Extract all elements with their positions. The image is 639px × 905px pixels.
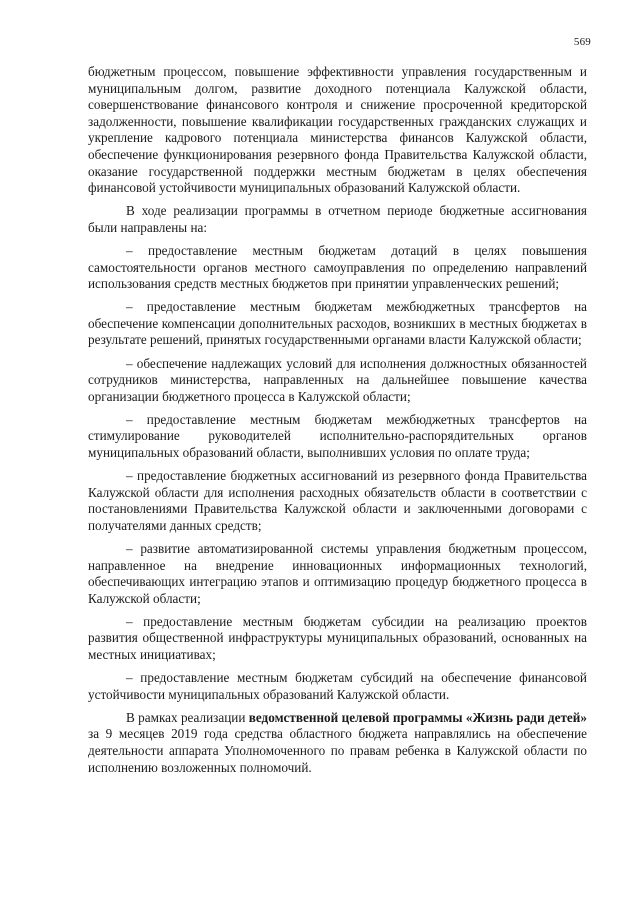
paragraph-lead-text: В рамках реализации <box>126 709 249 725</box>
list-item-compensation-transfers: – предоставление местным бюджетам межбюджетных трансфертов на обеспечение компенсации дополнительных расходов, возникших в местных бюджетах в результате решений, принятых государственными органами власти Калужской области; <box>88 299 587 348</box>
list-item-reserve-fund: – предоставление бюджетных ассигнований из резервного фонда Правительства Калужской области для исполнения расходных обязательств области в соответствии с постановлениями Правительства Калужской области и заключенными договорами с получателями данных средств; <box>88 468 587 533</box>
list-item-financial-stability: – предоставление местным бюджетам субсидий на обеспечение финансовой устойчивости муниципальных образований Калужской области. <box>88 670 587 702</box>
paragraph-program-children <box>88 710 587 776</box>
program-title-bold: ведомственной целевой программы «Жизнь ради детей» <box>248 709 587 725</box>
paragraph-rest-text: за 9 месяцев 2019 года средства областного бюджета направлялись на обеспечение деятельности аппарата Уполномоченного по правам ребенка в Калужской области по исполнению возложенных полномочий. <box>88 726 587 775</box>
list-item-subsidies-autonomy: – предоставление местным бюджетам дотаций в целях повышения самостоятельности органов местного самоуправления по определению направлений использования средств местных бюджетов при принятии управленческих решений; <box>88 242 587 292</box>
paragraph-intro: В ходе реализации программы в отчетном периоде бюджетные ассигнования были направлены на: <box>88 203 587 235</box>
paragraph-continuation: бюджетным процессом, повышение эффективности управления государственным и муниципальным долгом, развитие доходного потенциала Калужской области, совершенствование финансового контроля и снижение просроченной кредиторской задолженности, повышение квалификации государственных гражданских служащих и укрепление кадрового потенциала министерства финансов Калужской области, обеспечение функционирования резервного фонда Правительства Калужской области, оказание государственной поддержки местным бюджетам в целях обеспечения финансовой устойчивости муниципальных образований Калужской области. <box>88 64 587 196</box>
list-item-automated-system: – развитие автоматизированной системы управления бюджетным процессом, направленное на внедрение инновационных информационных технологий, обеспечивающих интеграцию этапов и оптимизацию процедур бюджетного процесса в Калужской области; <box>88 540 587 606</box>
list-item-ministry-conditions: – обеспечение надлежащих условий для исполнения должностных обязанностей сотрудников министерства, направленных на дальнейшее повышение качества организации бюджетного процесса в Калужской области; <box>88 355 587 404</box>
list-item-local-initiatives: – предоставление местным бюджетам субсидии на реализацию проектов развития общественной инфраструктуры муниципальных образований, основанных на местных инициативах; <box>88 613 587 662</box>
list-item-incentive-transfers: – предоставление местным бюджетам межбюджетных трансфертов на стимулирование руководителей исполнительно-распорядительных органов муниципальных образований области, выполнивших условия по оплате труда; <box>88 411 587 460</box>
document-body <box>88 64 587 783</box>
page-number: 569 <box>573 36 591 48</box>
